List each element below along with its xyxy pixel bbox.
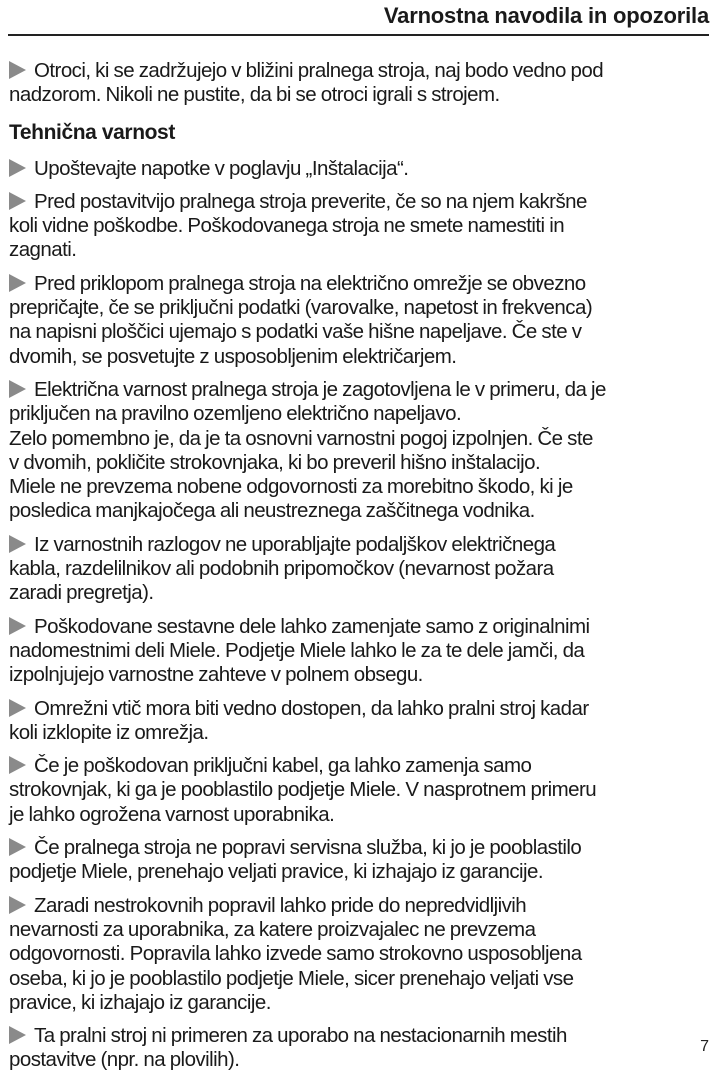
safety-item <box>9 836 717 885</box>
text-line: Miele ne prevzema nobene odgovornosti za morebitno škodo, ki je <box>9 475 573 499</box>
text-line: Če je poškodovan priključni kabel, ga lahko zamenja samo <box>9 754 717 778</box>
safety-item <box>9 894 717 1015</box>
text-line: strokovnjak, ki ga je pooblastilo podjetje Miele. V nasprotnem primeru <box>9 778 597 802</box>
text-line: nadomestnimi deli Miele. Podjetje Miele lahko le za te dele jamči, da <box>9 638 585 662</box>
text-line: pravice, ki izhajajo iz garancije. <box>9 990 271 1014</box>
safety-item <box>9 697 717 746</box>
bullet-triangle-icon <box>9 756 26 774</box>
bullet-triangle-icon <box>9 617 26 635</box>
bullet-triangle-icon <box>9 838 26 856</box>
page-number: 7 <box>700 1038 709 1055</box>
bullet-triangle-icon <box>9 159 26 177</box>
safety-item <box>9 272 717 369</box>
text-line: odgovornosti. Popravila lahko izvede samo strokovno usposobljena <box>9 942 582 966</box>
section-heading: Tehnična varnost <box>9 120 175 144</box>
bullet-triangle-icon <box>9 535 26 553</box>
text-line: v dvomih, pokličite strokovnjaka, ki bo preveril hišno inštalacijo. <box>9 450 541 474</box>
text-line: Ta pralni stroj ni primeren za uporabo na nestacionarnih mestih <box>9 1024 717 1048</box>
text-line: Poškodovane sestavne dele lahko zamenjate samo z originalnimi <box>9 615 717 639</box>
bullet-triangle-icon <box>9 274 26 292</box>
text-line: Zelo pomembno je, da je ta osnovni varnostni pogoj izpolnjen. Če ste <box>9 426 593 450</box>
safety-item <box>9 378 717 524</box>
text-line: Pred priklopom pralnega stroja na električno omrežje se obvezno <box>9 272 717 296</box>
text-line: dvomih, se posvetujte z usposobljenim električarjem. <box>9 344 457 368</box>
safety-item <box>9 1024 717 1073</box>
text-line: posledica manjkajočega ali neustreznega zaščitnega vodnika. <box>9 499 535 523</box>
text-line: podjetje Miele, prenehajo veljati pravice, ki izhajajo iz garancije. <box>9 860 544 884</box>
page-title: Varnostna navodila in opozorila <box>383 3 709 28</box>
intro-paragraph <box>9 59 717 108</box>
text-line: koli vidne poškodbe. Poškodovanega stroja ne smete namestiti in <box>9 214 565 238</box>
text-line: zaradi pregretja). <box>9 581 154 605</box>
text-line: prepričajte, če se priključni podatki (varovalke, napetost in frekvenca) <box>9 296 593 320</box>
text-line: Zaradi nestrokovnih popravil lahko pride do nepredvidljivih <box>9 894 717 918</box>
text-line: zagnati. <box>9 238 77 262</box>
text-line: Otroci, ki se zadržujejo v bližini pralnega stroja, naj bodo vedno pod <box>9 59 717 83</box>
text-line: kabla, razdelilnikov ali podobnih pripomočkov (nevarnost požara <box>9 557 554 581</box>
safety-items-list <box>9 157 717 1073</box>
bullet-triangle-icon <box>9 61 26 79</box>
bullet-triangle-icon <box>9 1026 26 1044</box>
text-line: oseba, ki jo je pooblastilo podjetje Miele, sicer prenehajo veljati vse <box>9 966 574 990</box>
text-line: Električna varnost pralnega stroja je zagotovljena le v primeru, da je <box>9 378 717 402</box>
text-line: nadzorom. Nikoli ne pustite, da bi se otroci igrali s strojem. <box>9 83 500 107</box>
bullet-triangle-icon <box>9 896 26 914</box>
text-line: koli izklopite iz omrežja. <box>9 720 209 744</box>
safety-item <box>9 615 717 688</box>
text-line: izpolnjujejo varnostne zahteve v polnem obsegu. <box>9 663 423 687</box>
text-line: Pred postavitvijo pralnega stroja preverite, če so na njem kakršne <box>9 190 717 214</box>
safety-item <box>9 533 717 606</box>
safety-item <box>9 157 717 181</box>
bullet-triangle-icon <box>9 192 26 210</box>
text-line: Če pralnega stroja ne popravi servisna služba, ki jo je pooblastilo <box>9 836 717 860</box>
text-line: postavitve (npr. na plovilih). <box>9 1048 240 1072</box>
page-header <box>8 0 709 36</box>
safety-item <box>9 754 717 827</box>
text-line: je lahko ogrožena varnost uporabnika. <box>9 802 335 826</box>
text-line: Omrežni vtič mora biti vedno dostopen, da lahko pralni stroj kadar <box>9 697 717 721</box>
bullet-triangle-icon <box>9 699 26 717</box>
text-line: nevarnosti za uporabnika, za katere proizvajalec ne prevzema <box>9 917 536 941</box>
text-line: priključen na pravilno ozemljeno električno napeljavo. <box>9 402 462 426</box>
text-line: na napisni ploščici ujemajo s podatki vaše hišne napeljave. Če ste v <box>9 320 582 344</box>
page-content <box>9 59 717 1082</box>
text-line: Upoštevajte napotke v poglavju „Inštalacija“. <box>9 157 717 181</box>
text-line: Iz varnostnih razlogov ne uporabljajte podaljškov električnega <box>9 533 717 557</box>
safety-item <box>9 190 717 263</box>
bullet-triangle-icon <box>9 380 26 398</box>
